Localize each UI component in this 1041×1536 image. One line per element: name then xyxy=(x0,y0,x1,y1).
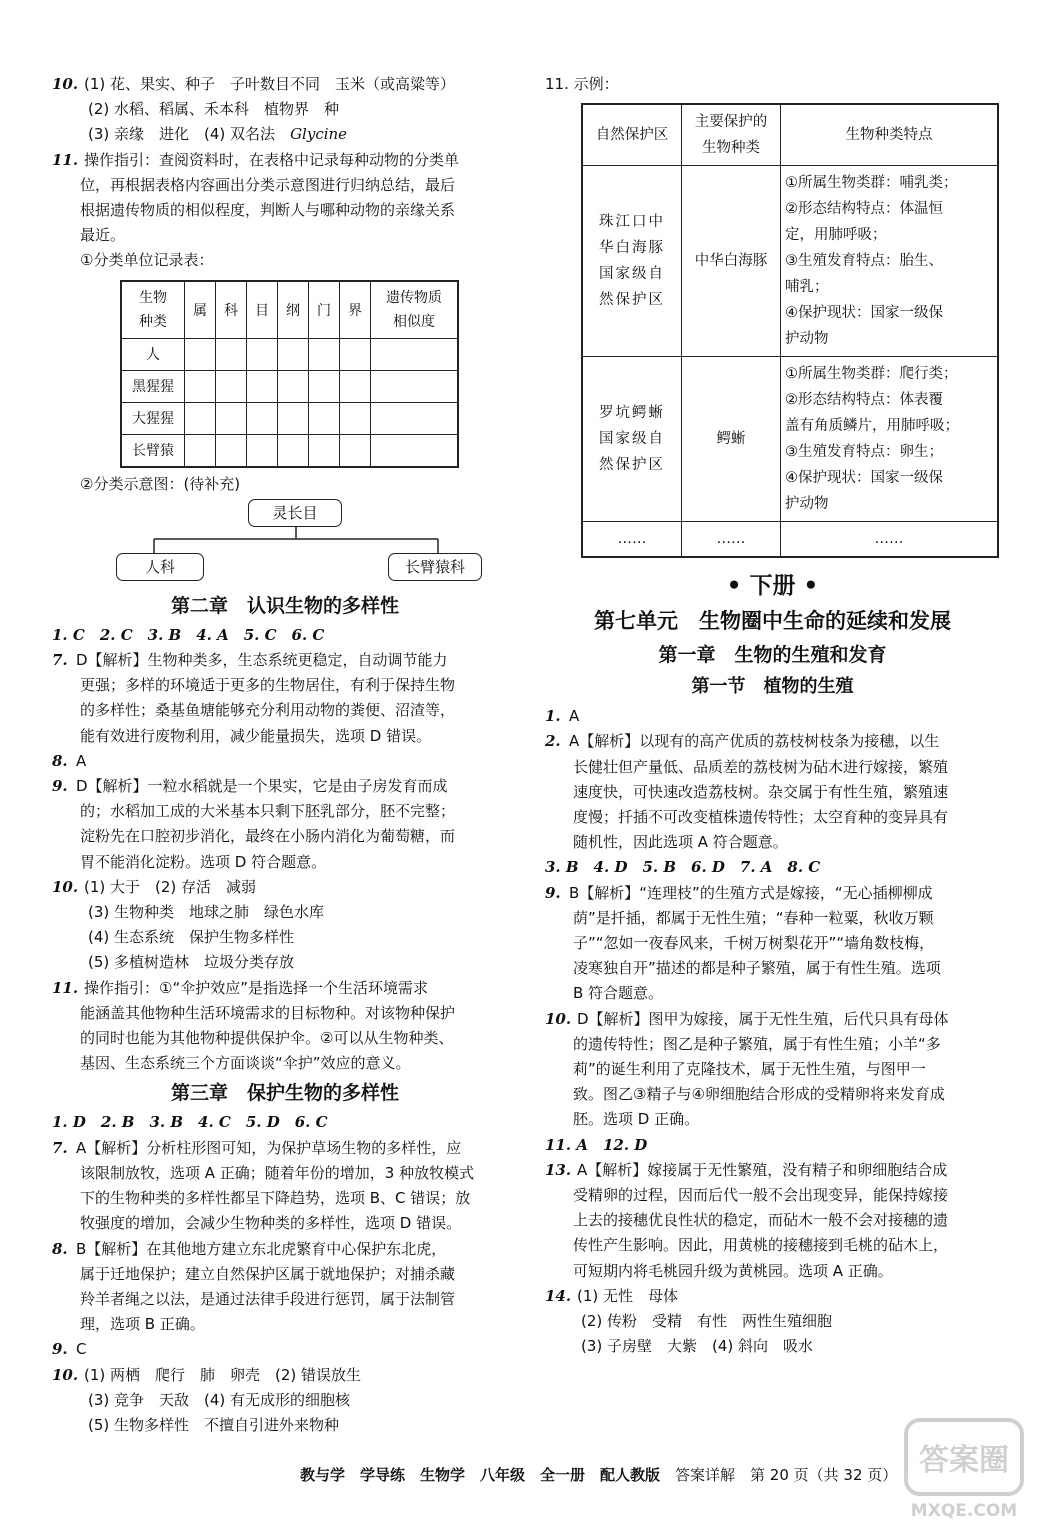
footer-page-number: 答案详解 第 20 页（共 32 页） xyxy=(675,1466,898,1484)
header-order: 目 xyxy=(247,281,278,339)
table-header-row xyxy=(121,281,458,339)
q10-line3: (3) 亲缘 进化 (4) 双名法 Glycine xyxy=(88,125,348,144)
ch2-answers-1-6: 1. C 2. C 3. B 4. A 5. C 6. C xyxy=(52,625,325,644)
chapter-2-title: 第二章 认识生物的多样性 xyxy=(170,594,399,617)
chapter-title: 第一章 生物的生殖和发育 xyxy=(658,644,887,667)
table-row: 罗坑鳄蜥 国家级自 然保护区 鳄蜥 ①所属生物类群：爬行类； ②形态结构特点：体表覆 盖有角质鳞片，用肺呼吸； ③生殖发育特点：卵生； ④保护现状：国家一级保 护动物 xyxy=(582,357,998,522)
header-class: 纲 xyxy=(278,281,309,339)
diagram-hominidae: 人科 xyxy=(116,553,204,581)
left-column: 10. (1) 花、果实、种子 子叶数目不同 玉米（或高粱等） (2) 水稻、稻属、禾本科 植物界 种 (3) 亲缘 进化 (4) 双名法 Glycine 11. 操作指引：查阅资料时，在表格中记录每种动物的分类单 位，再根据表格内容画出分类示意图进行归纳总结，最后 根据遗传物质的相似程度，判断人与哪种动物的亲缘关系 最近。 ①分类单位记录表： 生物 种类 属 科 目 纲 门 界 遗传物质 相似度 人 黑猩猩 大猩猩 长臂猿 ②分类示意图：(待补充) 灵长目 人科 长臂猿科 第二章 认识生物的多样性 1. C 2. C 3. B 4. A 5. C 6. C 7. D【解析】生物种类多，生态系统更稳定，自动调节能力 更强；多样的环境适于更多的生物居住，有利于保持生物 的多样性；桑基鱼塘能够充分利用动物的粪便、沼渣等， 能有效进行废物利用，减少能量损失，选项 D 错误。 8. A 9. D【解析】一粒水稻就是一个果实，它是由子房发育而成 的；水稻加工成的大米基本只剩下胚乳部分，胚不完整； 淀粉先在口腔初步消化，最终在小肠内消化为葡萄糖，而 胃不能消化淀粉。选项 D 符合题意。 10. (1) 大于 (2) 存活 减弱 (3) 生物种类 地球之肺 绿色水库 (4) 生态系统 保护生物多样性 (5) 多植树造林 垃圾分类存放 11. 操作指引：①“伞护效应”是指选择一个生活环境需求 能涵盖其他物种生活环境需求的目标物种。对该物种保护 的同时也能为其他物种提供保护伞。②可以从生物种类、 基因、生态系统三个方面谈谈“伞护”效应的意义。 第三章 保护生物的多样性 1. D 2. B 3. B 4. C 5. D 6. C 7. A【解析】分析柱形图可知，为保护草场生物的多样性，应 该限制放牧，选项 A 正确；随着年份的增加，3 种放牧模式 下的生物种类的多样性都呈下降趋势，选项 B、C 错误；放 牧强度的增加，会减少生物种类的多样性，选项 D 错误。 8. B【解析】在其他地方建立东北虎繁育中心保护东北虎， 属于迁地保护；建立自然保护区属于就地保护；对捕杀藏 羚羊者绳之以法，是通过法律手段进行惩罚，属于法制管 理，选项 B 正确。 9. C 10. (1) 两栖 爬行 肺 卵壳 (2) 错误放生 (3) 竞争 天敌 (4) 有无成形的细胞核 (5) 生物多样性 不擅自引进外来物种 xyxy=(52,72,518,1438)
table-row: 大猩猩 xyxy=(121,402,458,434)
glycine-term: Glycine xyxy=(290,125,348,144)
section-title: 第一节 植物的生殖 xyxy=(691,676,854,698)
table-row: 黑猩猩 xyxy=(121,370,458,402)
watermark-icon xyxy=(904,1418,1024,1523)
diagram-root-primates: 灵长目 xyxy=(248,499,342,527)
reserve-table xyxy=(581,103,999,558)
table-row: 珠江口中 华白海豚 国家级自 然保护区 中华白海豚 ①所属生物类群：哺乳类； ②形态结构特点：体温恒 定，用肺呼吸； ③生殖发育特点：胎生、 哺乳； ④保护现状：国家一级保 护动物 xyxy=(582,166,998,357)
classification-table xyxy=(120,280,459,468)
table-row: 人 xyxy=(121,338,458,370)
page-footer xyxy=(300,1464,897,1485)
header-genus: 属 xyxy=(185,281,216,339)
header-species: 主要保护的 生物种类 xyxy=(682,104,781,166)
header-reserve: 自然保护区 xyxy=(582,104,682,166)
q11-line2: 位，再根据表格内容画出分类示意图进行归纳总结，最后 xyxy=(80,175,456,194)
q11-example-label: 11. 示例： xyxy=(545,75,619,93)
q11-line5: ①分类单位记录表： xyxy=(80,251,214,270)
footer-book-title: 教与学 学导练 生物学 八年级 全一册 配人教版 xyxy=(300,1466,661,1484)
unit-title: 第七单元 生物圈中生命的延续和发展 xyxy=(594,609,951,634)
chapter-3-title: 第三章 保护生物的多样性 xyxy=(170,1082,399,1105)
header-similarity: 遗传物质 相似度 xyxy=(371,281,459,339)
table-header-row xyxy=(582,104,998,166)
svg-text:MXQE.COM: MXQE.COM xyxy=(910,1501,1018,1521)
header-species: 生物 种类 xyxy=(121,281,185,339)
watermark-logo xyxy=(904,1418,1024,1523)
q10-line1: 10. (1) 花、果实、种子 子叶数目不同 玉米（或高粱等） xyxy=(52,75,456,93)
header-features: 生物种类特点 xyxy=(781,104,999,166)
q11-line1: 11. 操作指引：查阅资料时，在表格中记录每种动物的分类单 xyxy=(52,150,460,169)
diagram-caption: ②分类示意图：(待补充) xyxy=(80,474,241,493)
table-row: 长臂猿 xyxy=(121,434,458,467)
volume-title: • 下册 • xyxy=(726,573,819,600)
svg-text:答案圈: 答案圈 xyxy=(919,1443,1009,1478)
header-family: 科 xyxy=(216,281,247,339)
q11-line4: 最近。 xyxy=(80,226,126,245)
classification-diagram xyxy=(52,497,518,589)
q10-line2: (2) 水稻、稻属、禾本科 植物界 种 xyxy=(88,100,340,119)
ch3-answers-1-6: 1. D 2. B 3. B 4. C 5. D 6. C xyxy=(52,1113,328,1132)
answers-3-8: 3. B 4. D 5. B 6. D 7. A 8. C xyxy=(545,858,821,877)
diagram-hylobatidae: 长臂猿科 xyxy=(388,553,482,581)
answers-11-12: 11. A 12. D xyxy=(545,1135,648,1154)
right-column: 11. 示例： 自然保护区 主要保护的 生物种类 生物种类特点 珠江口中 华白海豚 国家级自 然保护区 中华白海豚 ①所属生物类群：哺乳类； ②形态结构特点：体温恒 定，用肺呼吸； ③生殖发育特点：胎生、 哺乳； ④保护现状：国家一级保 护动物 罗坑鳄蜥 国家级自 然保护区 鳄蜥 ①所属生物类群：爬行类； ②形态结构特点：体表覆 盖有角质鳞片，用肺呼吸； ③生殖发育特点：卵生； ④保护现状：国家一级保 护动物 …… …… …… • 下册 • 第七单元 生物圈中生命的延续和发展 第一章 生物的生殖和发育 第一节 植物的生殖 1. A 2. A【解析】以现有的高产优质的荔枝树枝条为接穗，以生 长健壮但产量低、品质差的荔枝树为砧木进行嫁接，繁殖 速度快，可快速改造荔枝树。杂交属于有性生殖，繁殖速 度慢；扦插不可改变植株遗传特性；太空育种的变异具有 随机性，因此选项 A 符合题意。 3. B 4. D 5. B 6. D 7. A 8. C 9. B【解析】“连理枝”的生殖方式是嫁接，“无心插柳柳成 荫”是扦插，都属于无性生殖；“春种一粒粟，秋收万颗 子”“忽如一夜春风来，千树万树梨花开”“墙角数枝梅， 凌寒独自开”描述的都是种子繁殖，属于有性生殖。选项 B 符合题意。 10. D【解析】图甲为嫁接，属于无性生殖，后代只具有母体 的遗传特性；图乙是种子繁殖，属于有性生殖；小羊“多 莉”的诞生利用了克隆技术，属于无性生殖，与图甲一 致。图乙③精子与④卵细胞结合形成的受精卵将来发育成 胚。选项 D 正确。 11. A 12. D 13. A【解析】嫁接属于无性繁殖，没有精子和卵细胞结合成 受精卵的过程，因而后代一般不会出现变异，能保持嫁接 上去的接穗优良性状的稳定，而砧木一般不会对接穗的遗 传性产生影响。因此，用黄桃的接穗接到毛桃的砧木上， 可短期内将毛桃园升级为黄桃园。选项 A 正确。 14. (1) 无性 母体 (2) 传粉 受精 有性 两性生殖细胞 (3) 子房壁 大紫 (4) 斜向 吸水 xyxy=(545,72,1000,1359)
header-phylum: 门 xyxy=(309,281,340,339)
header-kingdom: 界 xyxy=(340,281,371,339)
q11-line3: 根据遗传物质的相似程度，判断人与哪种动物的亲缘关系 xyxy=(80,201,456,220)
table-row: …… …… …… xyxy=(582,522,998,558)
